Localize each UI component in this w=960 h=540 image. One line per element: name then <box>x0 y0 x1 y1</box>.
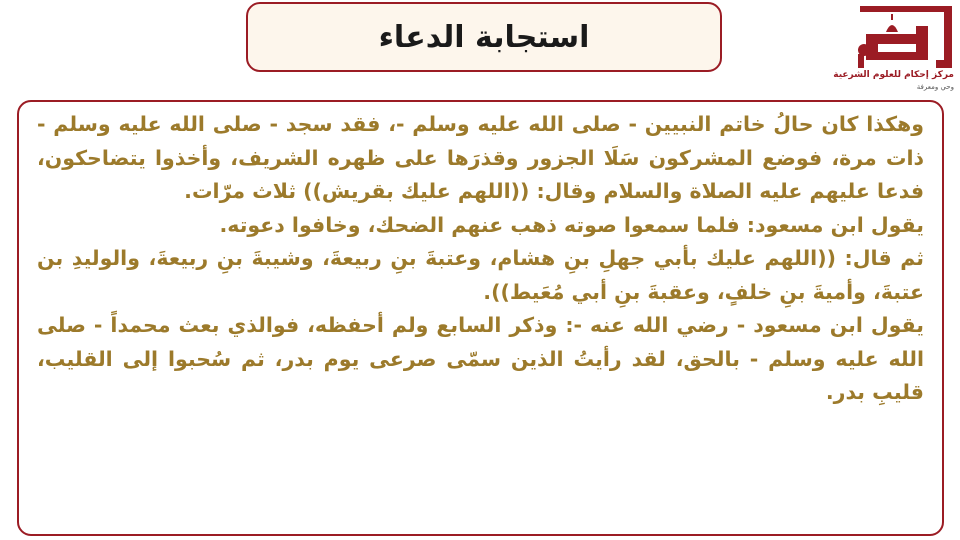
paragraph-1: وهكذا كان حالُ خاتم النبيين - صلى الله عليه وسلم -، فقد سجد - صلى الله عليه وسلم - ذات مرة، فوضع المشركون سَلَا الجزور وقذرَها على ظهره الشريف، وأخذوا يتضاحكون، فدعا عليهم عليه الصلاة والسلام وقال: ((اللهم عليك بقريش)) ثلاث مرّات. <box>37 112 924 203</box>
logo-caption: مركز إحكام للعلوم الشرعية <box>833 70 954 80</box>
content-frame <box>17 100 944 536</box>
title-banner <box>246 2 722 72</box>
logo <box>833 4 958 94</box>
ihkam-logo-icon <box>856 4 956 70</box>
logo-tagline: وحي ومعرفة <box>916 83 954 91</box>
paragraph-2: يقول ابن مسعود: فلما سمعوا صوته ذهب عنهم الضحك، وخافوا دعوته. <box>219 212 924 237</box>
slide-title: استجابة الدعاء <box>378 19 590 55</box>
paragraph-3: ثم قال: ((اللهم عليك بأبي جهلِ بنِ هشام، وعتبةَ بنِ ربيعةَ، وشيبةَ بنِ ربيعةَ، والوليدِ بن عتبةَ، وأميةَ بنِ خلفٍ، وعقبةَ بنِ أبي مُعَيط)). <box>37 246 924 304</box>
paragraph-4: يقول ابن مسعود - رضي الله عنه -: وذكر السابع ولم أحفظه، فوالذي بعث محمداً - صلى الله عليه وسلم - بالحق، لقد رأيتُ الذين سمّى صرعى يوم بدر، ثم سُحبوا إلى القليب، قليبِ بدر. <box>37 313 924 404</box>
